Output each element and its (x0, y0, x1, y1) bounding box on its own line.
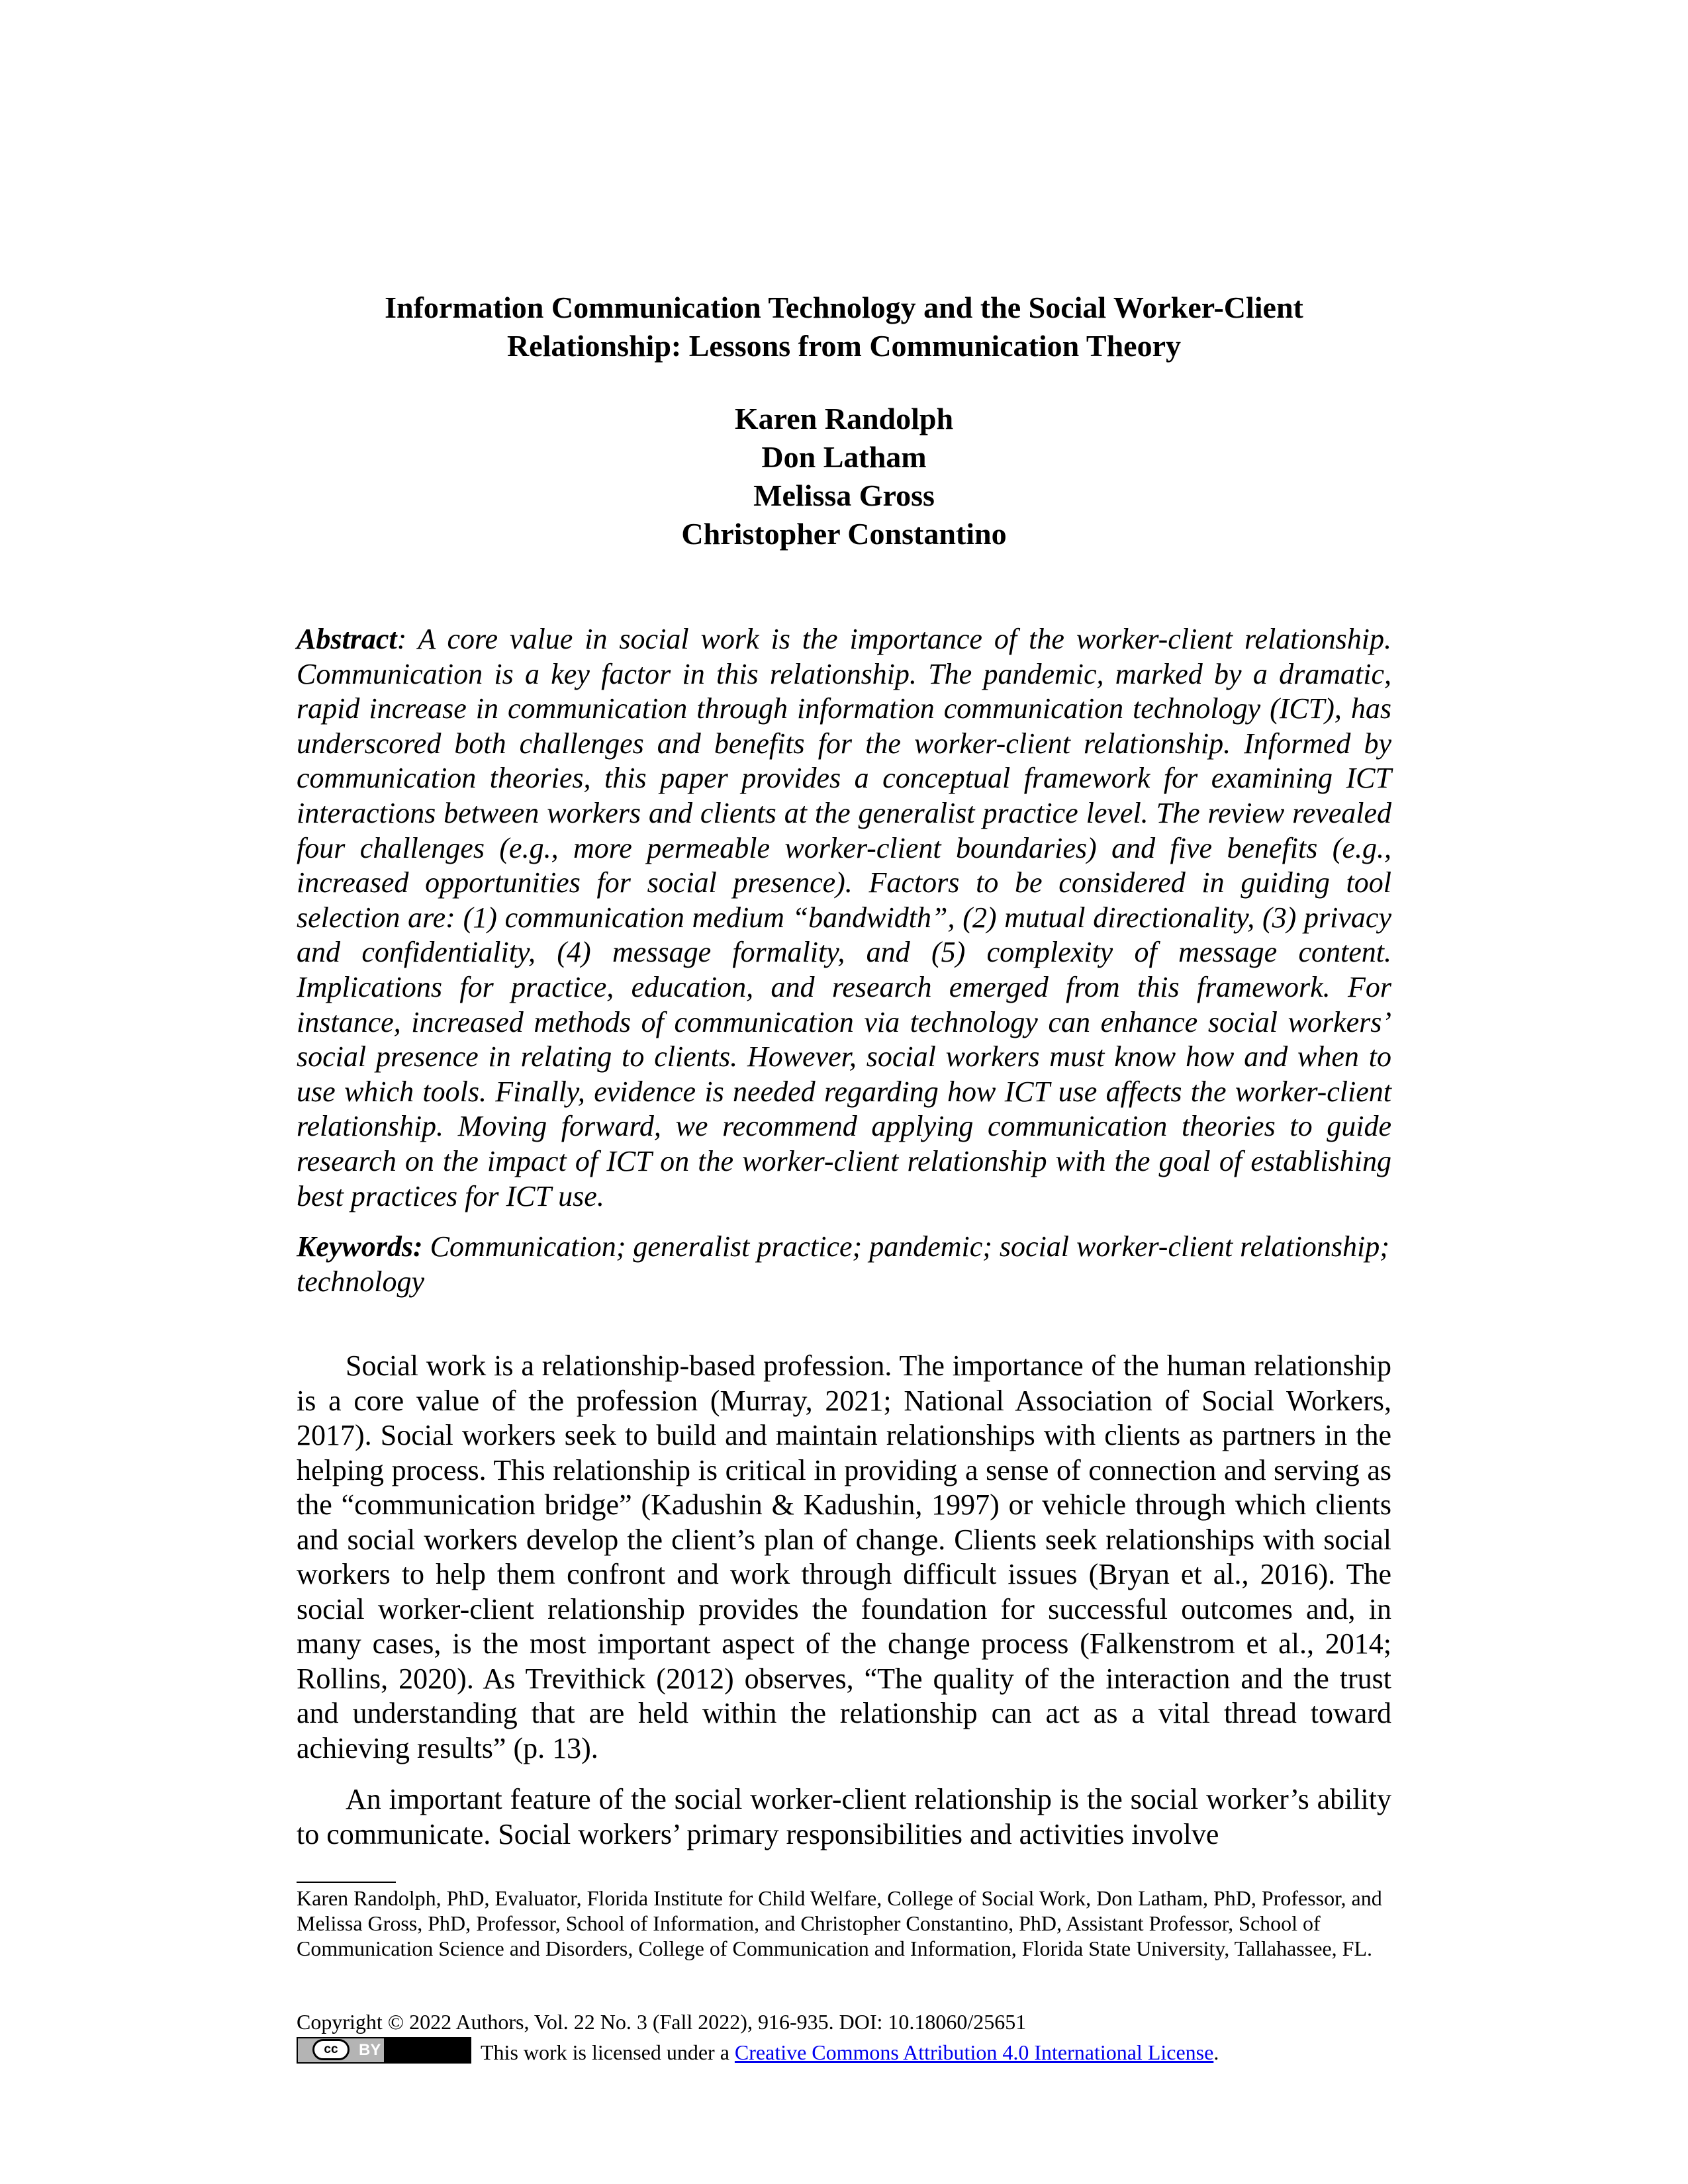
keywords-label: Keywords: (297, 1230, 423, 1263)
abstract-label: Abstract (297, 623, 397, 655)
author-list (278, 400, 1410, 553)
license-text (481, 2040, 1219, 2065)
cc-by-license-icon[interactable] (297, 2037, 471, 2064)
license-link[interactable]: Creative Commons Attribution 4.0 International License (734, 2040, 1214, 2064)
by-label: BY (359, 2041, 381, 2059)
body-paragraph-1: Social work is a relationship-based profession. The importance of the human relationship is a core value of the profession (Murray, 2021; National Association of Social Workers, 2017). Social workers seek to build and maintain relationships with clients as partners in the helping process. This relationship is critical in providing a sense of connection and serving as the “communication bridge” (Kadushin & Kadushin, 1997) or vehicle through which clients and social workers develop the client’s plan of change. Clients seek relationships with social workers to help them confront and work through difficult issues (Bryan et al., 2016). The social worker-client relationship provides the foundation for successful outcomes and, in many cases, is the most important aspect of the change process (Falkenstrom et al., 2014; Rollins, 2020). As Trevithick (2012) observes, “The quality of the interaction and the trust and understanding that are held within the relationship can act as a vital thread toward achieving results” (p. 13). (297, 1349, 1391, 1764)
author-name: Melissa Gross (753, 478, 935, 512)
body-paragraph-2: An important feature of the social worker-client relationship is the social worker’s ability to communicate. Social workers’ primary responsibilities and activities involve (297, 1783, 1391, 1850)
abstract (297, 622, 1391, 1214)
paper-title-line-1: Information Communication Technology and the Social Worker-Client (385, 291, 1303, 324)
footnote-separator (297, 1882, 396, 1883)
license-notice (297, 2037, 1422, 2070)
cc-logo-icon: cc (312, 2039, 350, 2060)
author-name: Don Latham (761, 440, 927, 474)
author-name: Christopher Constantino (681, 517, 1007, 551)
paper-title-line-2: Relationship: Lessons from Communication Theory (506, 329, 1182, 363)
paper-title (278, 289, 1410, 365)
abstract-text: : A core value in social work is the importance of the worker-client relationship. Communication is a key factor in this relationship. The pandemic, marked by a dramatic, rapid increase in communication through information communication technology (ICT), has underscored both challenges and benefits for the worker-client relationship. Informed by communication theories, this paper provides a conceptual framework for examining ICT interactions between workers and clients at the generalist practice level. The review revealed four challenges (e.g., more permeable worker-client boundaries) and five benefits (e.g., increased opportunities for social presence). Factors to be considered in guiding tool selection are: (1) communication medium “bandwidth”, (2) mutual directionality, (3) privacy and confidentiality, (4) message formality, and (5) complexity of message content. Implications for practice, education, and research emerged from this framework. For instance, increased methods of communication via technology can enhance social workers’ social presence in relating to clients. However, social workers must know how and when to use which tools. Finally, evidence is needed regarding how ICT use affects the worker-client relationship. Moving forward, we recommend applying communication theories to guide research on the impact of ICT on the worker-client relationship with the goal of establishing best practices for ICT use. (297, 623, 1391, 1212)
keywords (297, 1230, 1391, 1299)
license-prefix: This work is licensed under a (481, 2040, 735, 2064)
copyright-line: Copyright © 2022 Authors, Vol. 22 No. 3 (Fall 2022), 916-935. DOI: 10.18060/25651 (297, 2010, 1027, 2034)
author-affiliation-footnote: Karen Randolph, PhD, Evaluator, Florida Institute for Child Welfare, College of Social Work, Don Latham, PhD, Professor, and Melissa Gross, PhD, Professor, School of Information, and Christopher Constantino, PhD, Assistant Professor, School of Communication Science and Disorders, College of Communication and Information, Florida State University, Tallahassee, FL. (297, 1886, 1382, 1960)
author-name: Karen Randolph (734, 402, 954, 435)
license-suffix: . (1213, 2040, 1219, 2064)
keywords-text: Communication; generalist practice; pandemic; social worker-client relationship; technology (297, 1230, 1389, 1298)
